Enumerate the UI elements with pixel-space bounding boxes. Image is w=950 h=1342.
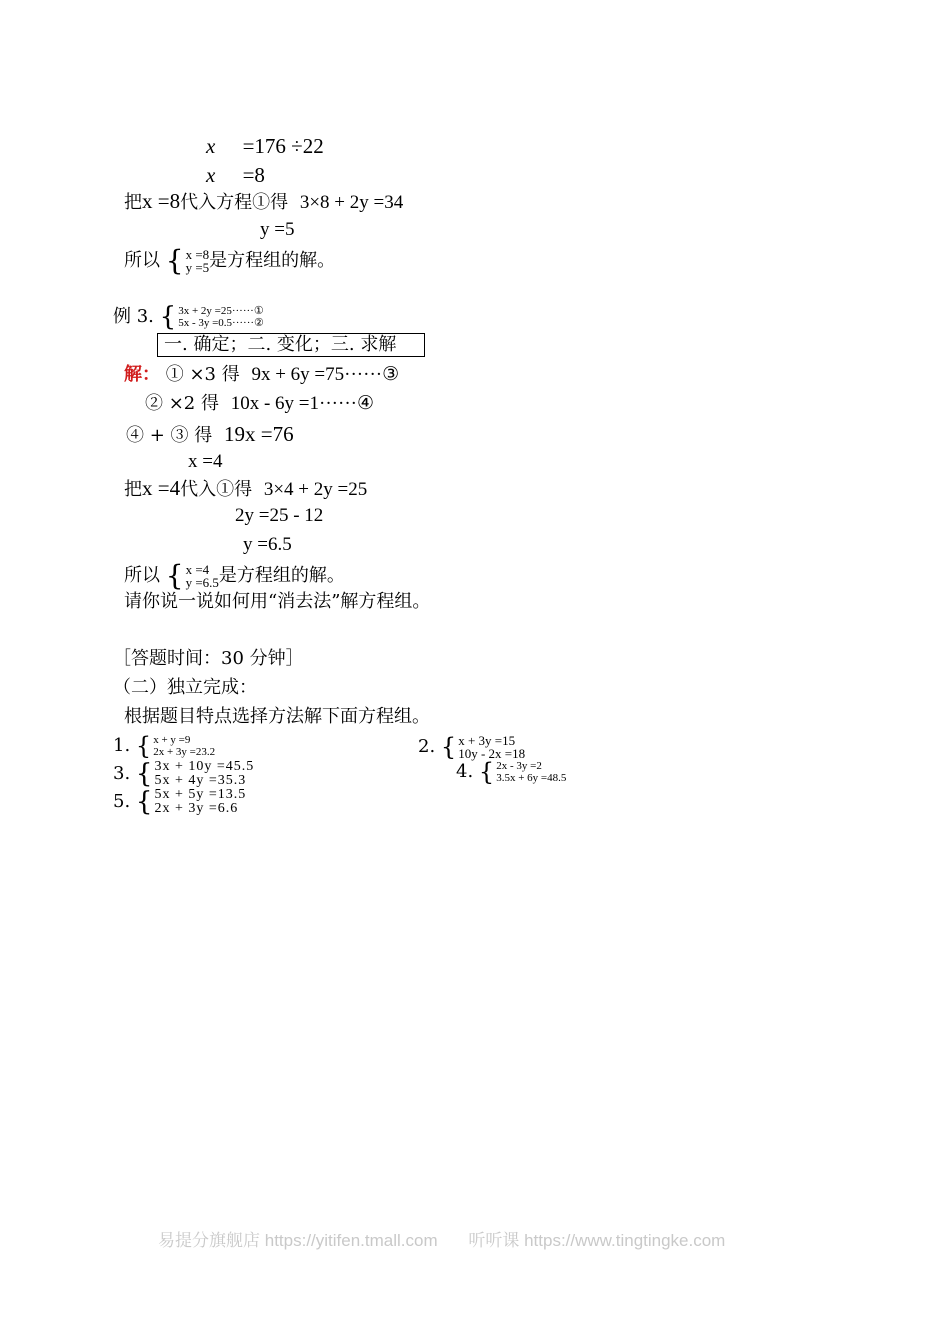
solution-line-ex2: 所以 { x =8 y =5 是方程组的解。	[124, 244, 336, 277]
instruction: 根据题目特点选择方法解下面方程组。	[124, 706, 430, 727]
step3-line: ④ + ③ 得 19x =76	[126, 422, 294, 446]
problem-5: 5. { 5x + 5y =13.5 2x + 3y =6.6	[113, 787, 247, 817]
footer-url-1[interactable]: https://yitifen.tmall.com	[264, 1231, 438, 1250]
y-result-ex3: y =6.5	[243, 534, 292, 555]
footer-url-2[interactable]: https://www.tingtingke.com	[524, 1231, 726, 1250]
problem-1: 1. { x + y =9 2x + 3y =23.2	[113, 732, 216, 760]
problem-2: 2. { x + 3y =15 10y - 2x =18	[418, 733, 526, 761]
example3-heading: 例 3. { 3x + 2y =25······① 5x - 3y =0.5······②	[113, 302, 264, 332]
elimination-question: 请你说一说如何用“消去法”解方程组。	[124, 591, 431, 612]
x-result-ex3: x =4	[188, 451, 223, 472]
solution-line-ex3: 所以 { x =4 y =6.5 是方程组的解。	[124, 559, 345, 592]
eq-line-x-div: x =176 ÷22	[206, 134, 324, 158]
substitute-line-ex3: 把x =4代入①得 3×4 + 2y =25	[124, 476, 368, 500]
problem-3: 3. { 3x + 10y =45.5 5x + 4y =35.3	[113, 759, 255, 789]
solution-system-ex3: { x =4 y =6.5	[165, 559, 219, 592]
problem-4: 4. { 2x - 3y =2 3.5x + 6y =48.5	[456, 758, 567, 786]
two-y-line: 2y =25 - 12	[235, 505, 324, 526]
steps-box: 一. 确定；二. 变化；三. 求解	[157, 333, 425, 357]
step2-line: ② ×2 得 10x - 6y =1······④	[145, 393, 375, 414]
step1-line: 解： ① ×3 得 9x + 6y =75······③	[124, 364, 400, 385]
answer-time: ［答题时间：30 分钟］	[113, 648, 304, 669]
eq-line-x-result: x =8	[206, 163, 265, 187]
footer-shop-2: 听听课	[468, 1231, 520, 1251]
footer-watermark	[158, 1232, 725, 1250]
solution-system-ex2: { x =8 y =5	[165, 244, 210, 277]
substitute-line-ex2: 把x =8代入方程①得 3×8 + 2y =34	[124, 189, 404, 213]
part2-heading: （二）独立完成：	[113, 677, 257, 698]
example3-system: { 3x + 2y =25······① 5x - 3y =0.5······②	[159, 302, 264, 332]
y-result-ex2: y =5	[260, 219, 295, 240]
footer-shop-1: 易提分旗舰店	[158, 1231, 260, 1251]
